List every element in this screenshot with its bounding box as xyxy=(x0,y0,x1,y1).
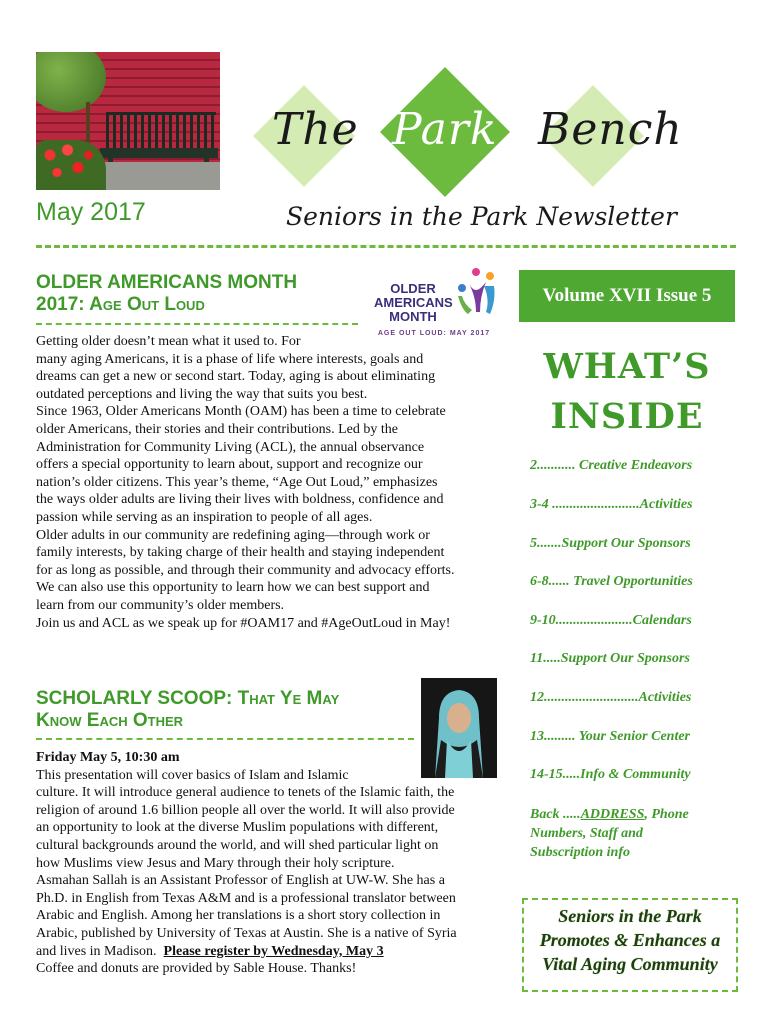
article2-line: cultural backgrounds around the world, and will shed particular light on xyxy=(36,837,439,853)
article1-line: for as long as possible, and through their community and advocacy efforts. xyxy=(36,562,455,578)
article2-line: how Muslims view Jesus and Mary through their holy scripture. xyxy=(36,855,395,871)
article2-line: culture. It will introduce general audience to tenets of the Islamic faith, the xyxy=(36,785,455,801)
whats-inside-line1: WHAT’S xyxy=(543,346,711,387)
article2-body xyxy=(36,749,506,978)
header-photo-bench xyxy=(36,52,220,190)
toc-item-creative-endeavors[interactable]: 2........... Creative Endeavors xyxy=(530,458,693,473)
toc-item-calendars[interactable]: 9-10......................Calendars xyxy=(530,613,692,628)
article1-line: Getting older doesn’t mean what it used to. For xyxy=(36,334,301,349)
article1-line: Join us and ACL as we speak up for #OAM17 and #AgeOutLoud in May! xyxy=(36,615,451,631)
whats-inside-line2: INSIDE xyxy=(550,396,704,437)
article2-line xyxy=(36,943,506,961)
title-bench: Bench xyxy=(538,104,683,155)
article2-line: religion of around 1.6 billion people all over the world. It will also provide xyxy=(36,802,455,818)
toc-item-back-page[interactable] xyxy=(530,805,730,862)
article1-line: We can also use this opportunity to learn how we can best support and xyxy=(36,580,430,596)
toc-back-line3: Subscription info xyxy=(530,845,630,860)
event-datetime: Friday May 5, 10:30 am xyxy=(36,750,180,765)
article1-line: nation’s older citizens. This year’s theme, “Age Out Loud,” emphasizes xyxy=(36,474,438,490)
article1-line: Since 1963, Older Americans Month (OAM) has been a time to celebrate xyxy=(36,404,446,420)
article1-heading-line2: 2017: Age Out Loud xyxy=(36,294,205,315)
article1-line: the ways older adults are living their lives with boldness, confidence and xyxy=(36,492,444,508)
toc-item-travel[interactable]: 6-8...... Travel Opportunities xyxy=(530,574,693,589)
toc-back-line2: Numbers, Staff and xyxy=(530,826,643,841)
article2-closing: Coffee and donuts are provided by Sable House. Thanks! xyxy=(36,961,357,977)
oam-logo-line2: AMERICANS xyxy=(374,295,453,310)
issue-date: May 2017 xyxy=(36,198,146,226)
article2-line-prefix: and lives in Madison. xyxy=(36,943,164,959)
article1-line: outdated perceptions and living the way that suits you best. xyxy=(36,386,368,402)
volume-badge: Volume XVII Issue 5 xyxy=(519,270,735,322)
article1-heading-rule xyxy=(36,323,358,325)
article1-line: dreams can get a new or second start. Today, aging is about eliminating xyxy=(36,369,436,385)
article2-heading xyxy=(36,688,339,732)
article2-line: This presentation will cover basics of Islam and Islamic xyxy=(36,767,349,783)
article2-heading-rule xyxy=(36,738,414,740)
promo-text xyxy=(524,900,736,976)
toc-item-activities-2[interactable]: 12...........................Activities xyxy=(530,690,692,705)
article2-line: Ph.D. in English from Texas A&M and is a professional translator between xyxy=(36,890,456,906)
header-divider xyxy=(36,245,736,248)
toc-back-phone: , Phone xyxy=(644,807,689,822)
article1-line: family interests, by taking charge of their health and staying independent xyxy=(36,545,445,561)
article1-line: learn from our community’s older members. xyxy=(36,597,285,613)
promo-line2: Promotes & Enhances a xyxy=(539,930,721,950)
toc-item-activities[interactable]: 3-4 .........................Activities xyxy=(530,497,693,512)
article2-line: Arabic, published by University of Texas at Austin. She is a native of Syria xyxy=(36,925,457,941)
article1-line: older Americans, their stories and their contributions. Led by the xyxy=(36,421,398,437)
title-the: The xyxy=(272,104,359,155)
toc-item-info-community[interactable]: 14-15.....Info & Community xyxy=(530,767,691,782)
article1-heading-line1: OLDER AMERICANS MONTH xyxy=(36,272,298,293)
register-notice: Please register by Wednesday, May 3 xyxy=(163,943,384,959)
toc-back-prefix: Back ..... xyxy=(530,807,581,822)
article2-line: an opportunity to look at the diverse Muslim populations with different, xyxy=(36,820,439,836)
oam-figures-icon xyxy=(454,266,498,316)
title-park: Park xyxy=(392,104,498,155)
article1-line: many aging Americans, it is a phase of life where interests, goals and xyxy=(36,351,424,367)
toc-item-senior-center[interactable]: 13......... Your Senior Center xyxy=(530,729,690,744)
article1-heading xyxy=(36,272,297,316)
article1-line: Administration for Community Living (ACL), the annual observance xyxy=(36,439,425,455)
article2-line: Arabic and English. Among her translations is a short story collection in xyxy=(36,908,441,924)
promo-line3: Vital Aging Community xyxy=(542,954,718,974)
oam-logo-tagline: AGE OUT LOUD: MAY 2017 xyxy=(377,330,491,337)
article1-line: Older adults in our community are redefining aging—through work or xyxy=(36,527,430,543)
toc-back-address: ADDRESS xyxy=(580,807,645,822)
oam-logo xyxy=(368,264,500,340)
oam-logo-line1: OLDER xyxy=(390,281,436,296)
article2-heading-line2: Know Each Other xyxy=(36,710,184,731)
article2-line: Asmahan Sallah is an Assistant Professor of English at UW-W. She has a xyxy=(36,873,445,889)
newsletter-subtitle: Seniors in the Park Newsletter xyxy=(286,202,677,231)
article2-heading-line1: SCHOLARLY SCOOP: That Ye May xyxy=(36,688,340,709)
promo-box xyxy=(522,898,738,992)
promo-line1: Seniors in the Park xyxy=(558,906,702,926)
article1-line: passion while serving as an inspiration to people of all ages. xyxy=(36,509,373,525)
article1-body xyxy=(36,333,506,632)
toc-item-sponsors[interactable]: 5.......Support Our Sponsors xyxy=(530,536,691,551)
whats-inside-heading xyxy=(519,342,735,442)
article1-line: offers a special opportunity to learn about, support and recognize our xyxy=(36,457,423,473)
toc-item-sponsors-2[interactable]: 11.....Support Our Sponsors xyxy=(530,651,690,666)
oam-logo-line3: MONTH xyxy=(389,309,437,324)
